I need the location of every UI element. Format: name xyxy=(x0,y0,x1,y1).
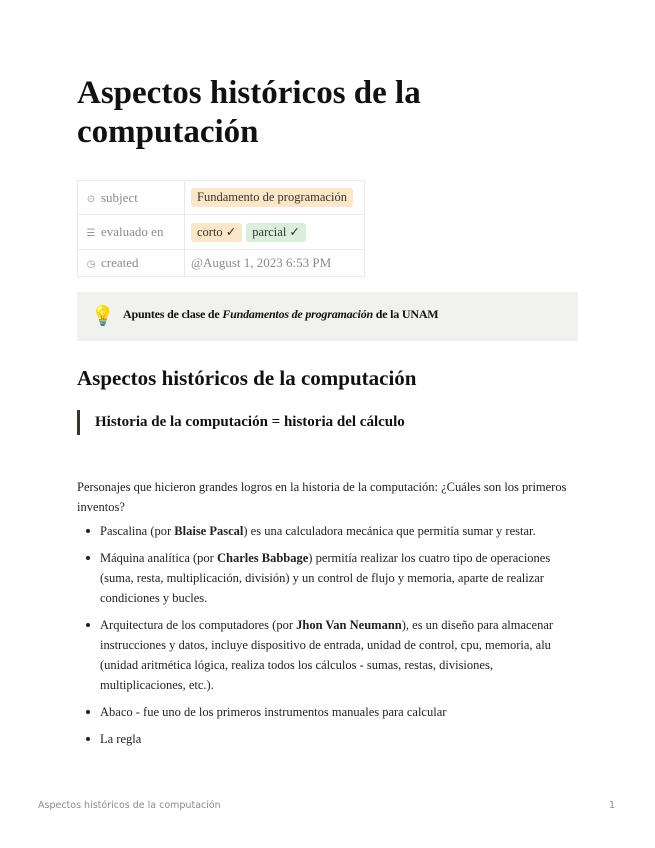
list-item xyxy=(77,521,567,541)
list-item-text: ), es un diseño para almacenar instrucciones y datos, incluye dispositivo de entrada, unidad de control, cpu, memoria, alu (unidad aritmética lógica, realiza todos los cálculos - sumas, restas, divisiones, multiplicaciones, etc.). xyxy=(100,618,554,692)
property-row-evaluado xyxy=(78,215,365,250)
subject-tag[interactable]: Fundamento de programación xyxy=(191,188,353,207)
section-heading: Aspectos históricos de la computación xyxy=(77,366,417,390)
list-item xyxy=(77,615,567,695)
intro-paragraph: Personajes que hicieron grandes logros en la historia de la computación: ¿Cuáles son los primeros inventos? xyxy=(77,480,567,514)
property-value-created xyxy=(185,250,365,277)
list-item-bold: Blaise Pascal xyxy=(174,524,244,538)
list-item-bold: Charles Babbage xyxy=(216,551,309,565)
list-item xyxy=(77,702,567,722)
property-name-created xyxy=(78,250,185,277)
bullet-dot xyxy=(86,529,90,533)
property-row-created xyxy=(78,250,365,277)
list-icon: ☰ xyxy=(86,228,96,239)
list-item-text: ) es una calculadora mecánica que permitía sumar y restar. xyxy=(243,524,536,538)
callout xyxy=(77,292,578,341)
property-row-subject xyxy=(78,181,365,215)
bullet-dot xyxy=(86,623,90,627)
target-circle-icon: ⊙ xyxy=(86,193,96,205)
property-label: created xyxy=(101,255,139,270)
list-item-text: La regla xyxy=(100,732,142,746)
evaluado-tag-parcial[interactable]: parcial ✓ xyxy=(246,223,306,242)
bullet-dot xyxy=(86,710,90,714)
list-item-text: Pascalina (por xyxy=(100,524,175,538)
list-item-text: Máquina analítica (por xyxy=(100,551,217,565)
clock-icon: ◷ xyxy=(86,259,96,270)
callout-prefix: Apuntes de clase de xyxy=(123,307,223,321)
list-item-text: Abaco - fue uno de los primeros instrumentos manuales para calcular xyxy=(100,705,447,719)
properties-table xyxy=(77,180,365,277)
lightbulb-icon: 💡 xyxy=(91,305,115,327)
callout-suffix: de la UNAM xyxy=(372,307,439,321)
page-title: Aspectos históricos de la computación xyxy=(77,75,421,150)
list-item xyxy=(77,548,567,608)
bullet-dot xyxy=(86,737,90,741)
property-value-subject[interactable] xyxy=(185,181,365,215)
property-value-evaluado[interactable] xyxy=(185,215,365,250)
list-item xyxy=(77,729,567,749)
created-date: @August 1, 2023 6:53 PM xyxy=(191,255,332,270)
blockquote: Historia de la computación = historia del cálculo xyxy=(77,410,405,435)
bullet-dot xyxy=(86,556,90,560)
bullet-list xyxy=(77,521,567,756)
list-item-text: Arquitectura de los computadores (por xyxy=(100,618,297,632)
evaluado-tag-corto[interactable]: corto ✓ xyxy=(191,223,242,242)
property-name-subject xyxy=(78,181,185,215)
property-name-evaluado xyxy=(78,215,185,250)
property-label: evaluado en xyxy=(101,224,164,239)
page-number: 1 xyxy=(609,800,616,811)
footer-title: Aspectos históricos de la computación xyxy=(38,800,221,811)
property-label: subject xyxy=(101,189,138,205)
list-item-text: ) permitía realizar los cuatro tipo de operaciones (suma, resta, multiplicación, división) y un control de flujo y memoria, aparte de realizar condiciones y bucles. xyxy=(100,551,551,605)
callout-text xyxy=(123,307,438,322)
callout-emphasis: Fundamentos de programación xyxy=(222,307,373,321)
list-item-bold: Jhon Van Neumann xyxy=(296,618,402,632)
